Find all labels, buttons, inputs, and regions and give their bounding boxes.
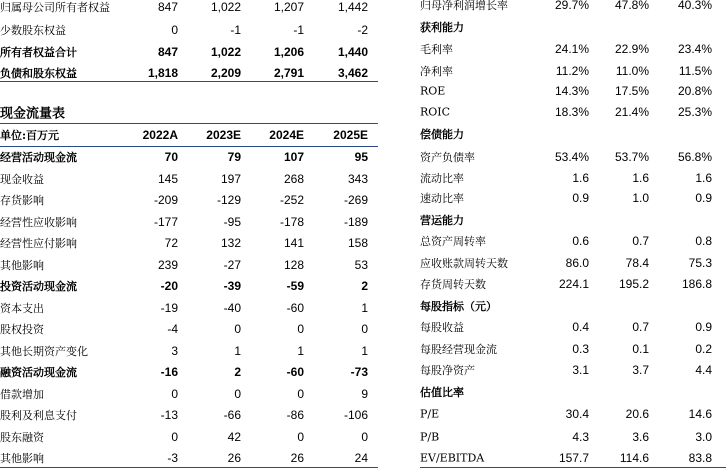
cell-value: 83.8 bbox=[688, 451, 712, 465]
row-label: 其他影响 bbox=[0, 452, 44, 465]
cashflow-row bbox=[0, 426, 378, 448]
cell-value: 1 bbox=[234, 343, 241, 358]
row-label: 归属母公司所有者权益 bbox=[0, 1, 110, 14]
cell-value: 0.7 bbox=[632, 234, 649, 248]
cell-value: 107 bbox=[283, 150, 304, 164]
cell-value: 3.7 bbox=[632, 363, 649, 377]
cell-value: 3,462 bbox=[337, 66, 368, 80]
cell-value: -27 bbox=[223, 257, 241, 272]
cell-value: 1 bbox=[297, 343, 304, 358]
section-label: 获利能力 bbox=[420, 21, 464, 34]
cell-value: -19 bbox=[160, 300, 178, 315]
cell-value: 141 bbox=[283, 236, 304, 250]
cell-value: 14.3% bbox=[554, 84, 589, 98]
cell-value: 132 bbox=[220, 236, 241, 250]
unit-label: 单位:百万元 bbox=[0, 129, 60, 142]
cell-value: 53.4% bbox=[554, 150, 589, 164]
ratio-row bbox=[420, 230, 726, 252]
row-label: 净利率 bbox=[420, 65, 453, 78]
ratio-row bbox=[420, 60, 726, 82]
row-label: 资本支出 bbox=[0, 301, 44, 315]
cell-value: 70 bbox=[164, 150, 178, 164]
cell-value: 86.0 bbox=[565, 256, 589, 270]
cell-value: 1,206 bbox=[273, 45, 304, 59]
cell-value: 72 bbox=[164, 236, 178, 250]
cell-value: 2,791 bbox=[273, 66, 304, 80]
cell-value: -59 bbox=[286, 279, 304, 293]
cell-value: -60 bbox=[286, 365, 304, 379]
cell-value: 1 bbox=[361, 300, 368, 315]
row-label: 流动比率 bbox=[420, 172, 464, 185]
cell-value: 157.7 bbox=[558, 451, 589, 465]
cell-value: 0 bbox=[361, 429, 368, 444]
row-label: 每股经营现金流 bbox=[420, 343, 497, 356]
cell-value: -252 bbox=[279, 193, 304, 207]
cell-value: 23.4% bbox=[677, 42, 712, 56]
cell-value: 4.3 bbox=[572, 430, 589, 444]
cell-value: 0.7 bbox=[632, 320, 649, 334]
row-label: 其他长期资产变化 bbox=[0, 344, 88, 358]
row-label: 负债和股东权益 bbox=[0, 67, 77, 80]
cell-value: 24 bbox=[354, 451, 368, 465]
cell-value: 0.4 bbox=[572, 320, 589, 334]
cell-value: 17.5% bbox=[614, 84, 649, 98]
ratio-row bbox=[420, 403, 726, 425]
row-label: 总资产周转率 bbox=[420, 235, 486, 248]
cell-value: 18.3% bbox=[554, 105, 589, 119]
balance-row bbox=[0, 41, 378, 63]
cashflow-bottom-rule bbox=[0, 467, 378, 468]
cashflow-row bbox=[0, 275, 378, 297]
cashflow-row bbox=[0, 189, 378, 211]
row-label: 投资活动现金流 bbox=[0, 280, 77, 293]
ratio-row bbox=[420, 80, 726, 102]
cell-value: 158 bbox=[347, 236, 368, 250]
cell-value: 56.8% bbox=[677, 150, 712, 164]
cell-value: 53.7% bbox=[614, 150, 649, 164]
row-label: 股东融资 bbox=[0, 430, 44, 444]
cell-value: 1.6 bbox=[632, 171, 649, 185]
cell-value: 1.6 bbox=[572, 171, 589, 185]
cashflow-row bbox=[0, 340, 378, 362]
cell-value: 0 bbox=[171, 386, 178, 401]
row-label: 每股净资产 bbox=[420, 364, 475, 377]
cell-value: 14.6 bbox=[688, 407, 712, 421]
row-label: 速动比率 bbox=[420, 192, 464, 205]
cell-value: -269 bbox=[343, 193, 368, 207]
row-label: 其他影响 bbox=[0, 258, 44, 272]
cell-value: -95 bbox=[223, 214, 241, 229]
row-label: 借款增加 bbox=[0, 387, 44, 401]
cell-value: -2 bbox=[357, 23, 368, 37]
cell-value: 0.3 bbox=[572, 342, 589, 356]
cell-value: 0 bbox=[171, 429, 178, 444]
row-label: 融资活动现金流 bbox=[0, 366, 77, 379]
row-label: 资产负债率 bbox=[420, 151, 475, 164]
cell-value: 1.0 bbox=[632, 191, 649, 205]
balance-bottom-rule bbox=[0, 81, 378, 82]
cell-value: 1 bbox=[361, 343, 368, 358]
year-header: 2022A bbox=[142, 128, 178, 142]
cell-value: 3.0 bbox=[695, 430, 712, 444]
row-label: 存货周转天数 bbox=[420, 278, 486, 291]
cell-value: 2 bbox=[234, 365, 241, 379]
cell-value: 0.9 bbox=[695, 191, 712, 205]
cell-value: 3 bbox=[171, 343, 178, 358]
cell-value: -60 bbox=[286, 300, 304, 315]
cashflow-row bbox=[0, 383, 378, 405]
cell-value: -13 bbox=[160, 408, 178, 422]
ratio-row bbox=[420, 101, 726, 123]
cell-value: 0.9 bbox=[695, 320, 712, 334]
cell-value: 26 bbox=[290, 451, 304, 465]
cell-value: 11.2% bbox=[555, 64, 589, 78]
cell-value: -40 bbox=[223, 300, 241, 315]
cell-value: 24.1% bbox=[554, 42, 589, 56]
cell-value: 11.0% bbox=[615, 64, 649, 78]
cell-value: 0 bbox=[361, 322, 368, 336]
cell-value: 224.1 bbox=[558, 277, 589, 291]
cell-value: -209 bbox=[153, 193, 178, 207]
cell-value: 197 bbox=[220, 171, 241, 186]
cell-value: 78.4 bbox=[625, 256, 649, 270]
cell-value: 26 bbox=[227, 451, 241, 465]
cell-value: -66 bbox=[223, 408, 241, 422]
ratio-row bbox=[420, 447, 726, 469]
ratios-bottom-rule bbox=[420, 467, 726, 468]
section-label: 估值比率 bbox=[420, 386, 464, 399]
cell-value: 25.3% bbox=[677, 105, 712, 119]
year-header: 2025E bbox=[333, 128, 368, 142]
cell-value: 239 bbox=[157, 257, 178, 272]
row-label: 每股收益 bbox=[420, 321, 464, 334]
row-label: ROE bbox=[420, 84, 446, 98]
row-label: 应收账款周转天数 bbox=[420, 257, 508, 270]
cell-value: 3.1 bbox=[572, 363, 589, 377]
ratio-section bbox=[420, 209, 726, 231]
cashflow-title bbox=[0, 101, 378, 123]
cashflow-row bbox=[0, 318, 378, 340]
cashflow-row bbox=[0, 361, 378, 383]
cell-value: 30.4 bbox=[565, 407, 589, 421]
row-label: 少数股东权益 bbox=[0, 24, 66, 37]
row-label: 经营活动现金流 bbox=[0, 151, 77, 164]
row-label: 毛利率 bbox=[420, 43, 453, 56]
cell-value: 2,209 bbox=[210, 66, 241, 80]
cell-value: 79 bbox=[227, 150, 241, 164]
cell-value: -4 bbox=[167, 322, 178, 336]
cell-value: 1,022 bbox=[210, 45, 241, 59]
cell-value: 3.6 bbox=[632, 430, 649, 444]
cell-value: 0.6 bbox=[572, 234, 589, 248]
cell-value: 1,207 bbox=[273, 0, 304, 14]
cell-value: 0.9 bbox=[572, 191, 589, 205]
cell-value: 47.8% bbox=[614, 0, 649, 12]
balance-row bbox=[0, 0, 378, 18]
cell-value: -178 bbox=[279, 214, 304, 229]
year-header: 2024E bbox=[269, 128, 304, 142]
cell-value: -86 bbox=[286, 408, 304, 422]
row-label: P/B bbox=[420, 430, 440, 444]
cell-value: 1,022 bbox=[210, 0, 241, 14]
cell-value: 1,818 bbox=[147, 66, 178, 80]
ratio-section bbox=[420, 123, 726, 145]
section-label: 偿债能力 bbox=[420, 128, 464, 141]
cell-value: 847 bbox=[157, 45, 178, 59]
ratio-row bbox=[420, 252, 726, 274]
cell-value: 22.9% bbox=[614, 42, 649, 56]
cell-value: 343 bbox=[347, 171, 368, 186]
cell-value: 42 bbox=[227, 429, 241, 444]
cell-value: 186.8 bbox=[681, 277, 712, 291]
cell-value: 20.8% bbox=[677, 84, 712, 98]
cell-value: -177 bbox=[153, 214, 178, 229]
ratio-section bbox=[420, 16, 726, 38]
cell-value: -1 bbox=[293, 23, 304, 37]
cell-value: 29.7% bbox=[554, 0, 589, 12]
cell-value: -1 bbox=[230, 23, 241, 37]
cell-value: -20 bbox=[160, 279, 178, 293]
year-header: 2023E bbox=[206, 128, 241, 142]
ratio-row bbox=[420, 0, 726, 16]
cashflow-row bbox=[0, 211, 378, 233]
ratio-section bbox=[420, 381, 726, 403]
row-label: ROIC bbox=[420, 105, 451, 119]
cell-value: -39 bbox=[223, 279, 241, 293]
cell-value: 195.2 bbox=[618, 277, 649, 291]
cell-value: 1,440 bbox=[337, 45, 368, 59]
section-title: 现金流量表 bbox=[0, 106, 66, 122]
cell-value: 75.3 bbox=[688, 256, 712, 270]
section-label: 营运能力 bbox=[420, 214, 464, 227]
ratio-row bbox=[420, 146, 726, 168]
cell-value: 0.8 bbox=[695, 234, 712, 248]
cell-value: -3 bbox=[167, 451, 178, 465]
cell-value: 0.2 bbox=[695, 342, 712, 356]
ratio-row bbox=[420, 338, 726, 360]
cell-value: 114.6 bbox=[619, 451, 649, 465]
cell-value: 53 bbox=[354, 257, 368, 272]
cell-value: 145 bbox=[157, 171, 178, 186]
cell-value: -16 bbox=[160, 365, 178, 379]
cell-value: 1.6 bbox=[695, 171, 712, 185]
cashflow-row bbox=[0, 146, 378, 168]
cell-value: 0 bbox=[297, 429, 304, 444]
cashflow-row bbox=[0, 254, 378, 276]
ratio-section bbox=[420, 295, 726, 317]
cashflow-header-row bbox=[0, 124, 378, 146]
cell-value: -189 bbox=[343, 214, 368, 229]
cashflow-row bbox=[0, 447, 378, 469]
row-label: 经营性应付影响 bbox=[0, 237, 77, 250]
balance-row bbox=[0, 19, 378, 41]
ratio-row bbox=[420, 273, 726, 295]
cell-value: 128 bbox=[283, 257, 304, 272]
row-label: EV/EBITDA bbox=[420, 451, 485, 465]
row-label: 归母净利润增长率 bbox=[420, 0, 508, 12]
cell-value: 95 bbox=[354, 150, 368, 164]
ratio-row bbox=[420, 187, 726, 209]
cell-value: 9 bbox=[361, 386, 368, 401]
row-label: 现金收益 bbox=[0, 172, 44, 186]
cell-value: 11.5% bbox=[678, 64, 712, 78]
row-label: 经营性应收影响 bbox=[0, 215, 77, 229]
row-label: 股权投资 bbox=[0, 323, 44, 336]
cashflow-row bbox=[0, 404, 378, 426]
ratio-row bbox=[420, 359, 726, 381]
cell-value: 20.6 bbox=[625, 407, 649, 421]
cashflow-row bbox=[0, 168, 378, 190]
cell-value: 0 bbox=[234, 322, 241, 336]
row-label: P/E bbox=[420, 407, 440, 421]
cell-value: 0 bbox=[297, 322, 304, 336]
cell-value: 268 bbox=[283, 171, 304, 186]
row-label: 所有者权益合计 bbox=[0, 46, 77, 59]
cell-value: 0 bbox=[171, 23, 178, 37]
cell-value: 2 bbox=[361, 279, 368, 293]
ratio-row bbox=[420, 316, 726, 338]
section-label: 每股指标（元） bbox=[420, 300, 497, 313]
ratio-row bbox=[420, 38, 726, 60]
cell-value: 0 bbox=[297, 386, 304, 401]
cell-value: 40.3% bbox=[677, 0, 712, 12]
row-label: 股利及利息支付 bbox=[0, 409, 77, 422]
cashflow-row bbox=[0, 232, 378, 254]
cell-value: 1,442 bbox=[337, 0, 368, 14]
cell-value: 847 bbox=[157, 0, 178, 14]
cell-value: 21.4% bbox=[614, 105, 649, 119]
cell-value: -73 bbox=[350, 365, 368, 379]
cell-value: 0.1 bbox=[632, 342, 649, 356]
ratio-row bbox=[420, 167, 726, 189]
cell-value: 4.4 bbox=[695, 363, 712, 377]
cell-value: -106 bbox=[343, 408, 368, 422]
cell-value: -129 bbox=[216, 193, 241, 207]
cashflow-row bbox=[0, 297, 378, 319]
row-label: 存货影响 bbox=[0, 194, 44, 207]
ratio-row bbox=[420, 426, 726, 448]
cell-value: 0 bbox=[234, 386, 241, 401]
